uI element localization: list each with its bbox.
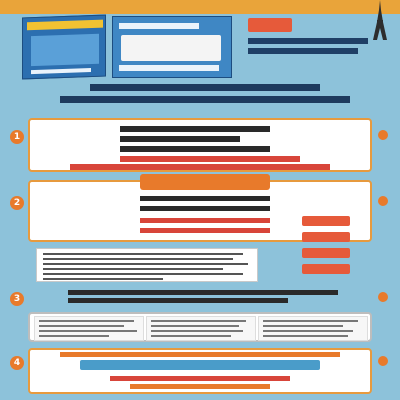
section-1-card	[28, 118, 372, 172]
top-banner-text	[10, 2, 310, 12]
section-2-dot	[378, 196, 388, 206]
hero-line	[248, 38, 368, 44]
section-3-dot	[378, 292, 388, 302]
top-banner	[0, 0, 400, 14]
section-2-badge: 2	[10, 196, 24, 210]
headline	[40, 84, 360, 110]
sample-text-panel	[36, 248, 258, 282]
feature-tag	[302, 264, 350, 274]
section-4-highlight-bar	[80, 360, 320, 370]
book-cover-image	[22, 15, 106, 80]
hot-sale-tag	[248, 18, 292, 32]
sample-page	[258, 316, 368, 341]
section-1-dot	[378, 130, 388, 140]
hero	[22, 16, 378, 82]
book-cover-image-large	[112, 16, 232, 78]
section-4-dot	[378, 356, 388, 366]
feature-tag	[302, 232, 350, 242]
feature-tag	[302, 216, 350, 226]
section-3-heading	[28, 286, 372, 308]
section-4-badge: 4	[10, 356, 24, 370]
sample-page	[34, 316, 144, 341]
section-1-badge: 1	[10, 130, 24, 144]
section-4-card	[28, 348, 372, 394]
section-2-heading	[140, 174, 270, 190]
section-3-badge: 3	[10, 292, 24, 306]
section-3-card	[28, 312, 372, 342]
feature-tag	[302, 248, 350, 258]
hero-line	[248, 48, 358, 54]
sample-page	[146, 316, 256, 341]
